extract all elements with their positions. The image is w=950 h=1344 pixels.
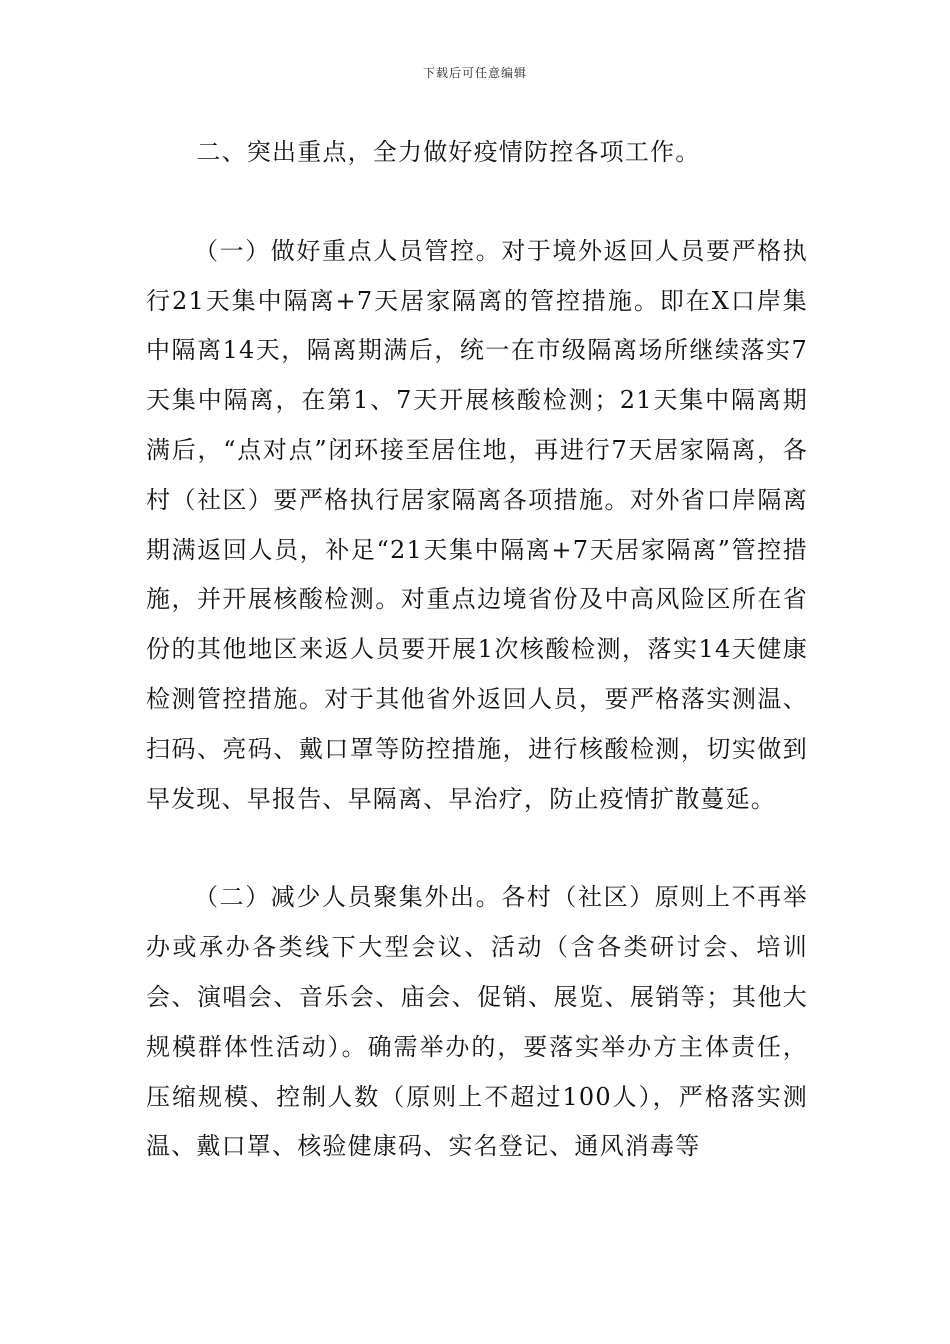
document-body	[146, 128, 808, 1172]
paragraph-reduce-gatherings: （二）减少人员聚集外出。各村（社区）原则上不再举办或承办各类线下大型会议、活动（含各类研讨会、培训会、演唱会、音乐会、庙会、促销、展览、展销等；其他大规模群体性活动）。确需举办的，要落实举办方主体责任，压缩规模、控制人数（原则上不超过100人），严格落实测温、戴口罩、核验健康码、实名登记、通风消毒等	[146, 883, 808, 1161]
page-header-note: 下载后可任意编辑	[422, 66, 527, 80]
section-heading: 二、突出重点，全力做好疫情防控各项工作。	[196, 138, 701, 166]
paragraph-key-personnel-control: （一）做好重点人员管控。对于境外返回人员要严格执行21天集中隔离+7天居家隔离的管控措施。即在X口岸集中隔离14天，隔离期满后，统一在市级隔离场所继续落实7天集中隔离，在第1、7天开展核酸检测；21天集中隔离期满后，“点对点”闭环接至居住地，再进行7天居家隔离，各村（社区）要严格执行居家隔离各项措施。对外省口岸隔离期满返回人员，补足“21天集中隔离+7天居家隔离”管控措施，并开展核酸检测。对重点边境省份及中高风险区所在省份的其他地区来返人员要开展1次核酸检测，落实14天健康检测管控措施。对于其他省外返回人员，要严格落实测温、扫码、亮码、戴口罩等防控措施，进行核酸检测，切实做到早发现、早报告、早隔离、早治疗，防止疫情扩散蔓延。	[146, 236, 808, 813]
paragraph-gap	[146, 824, 808, 873]
